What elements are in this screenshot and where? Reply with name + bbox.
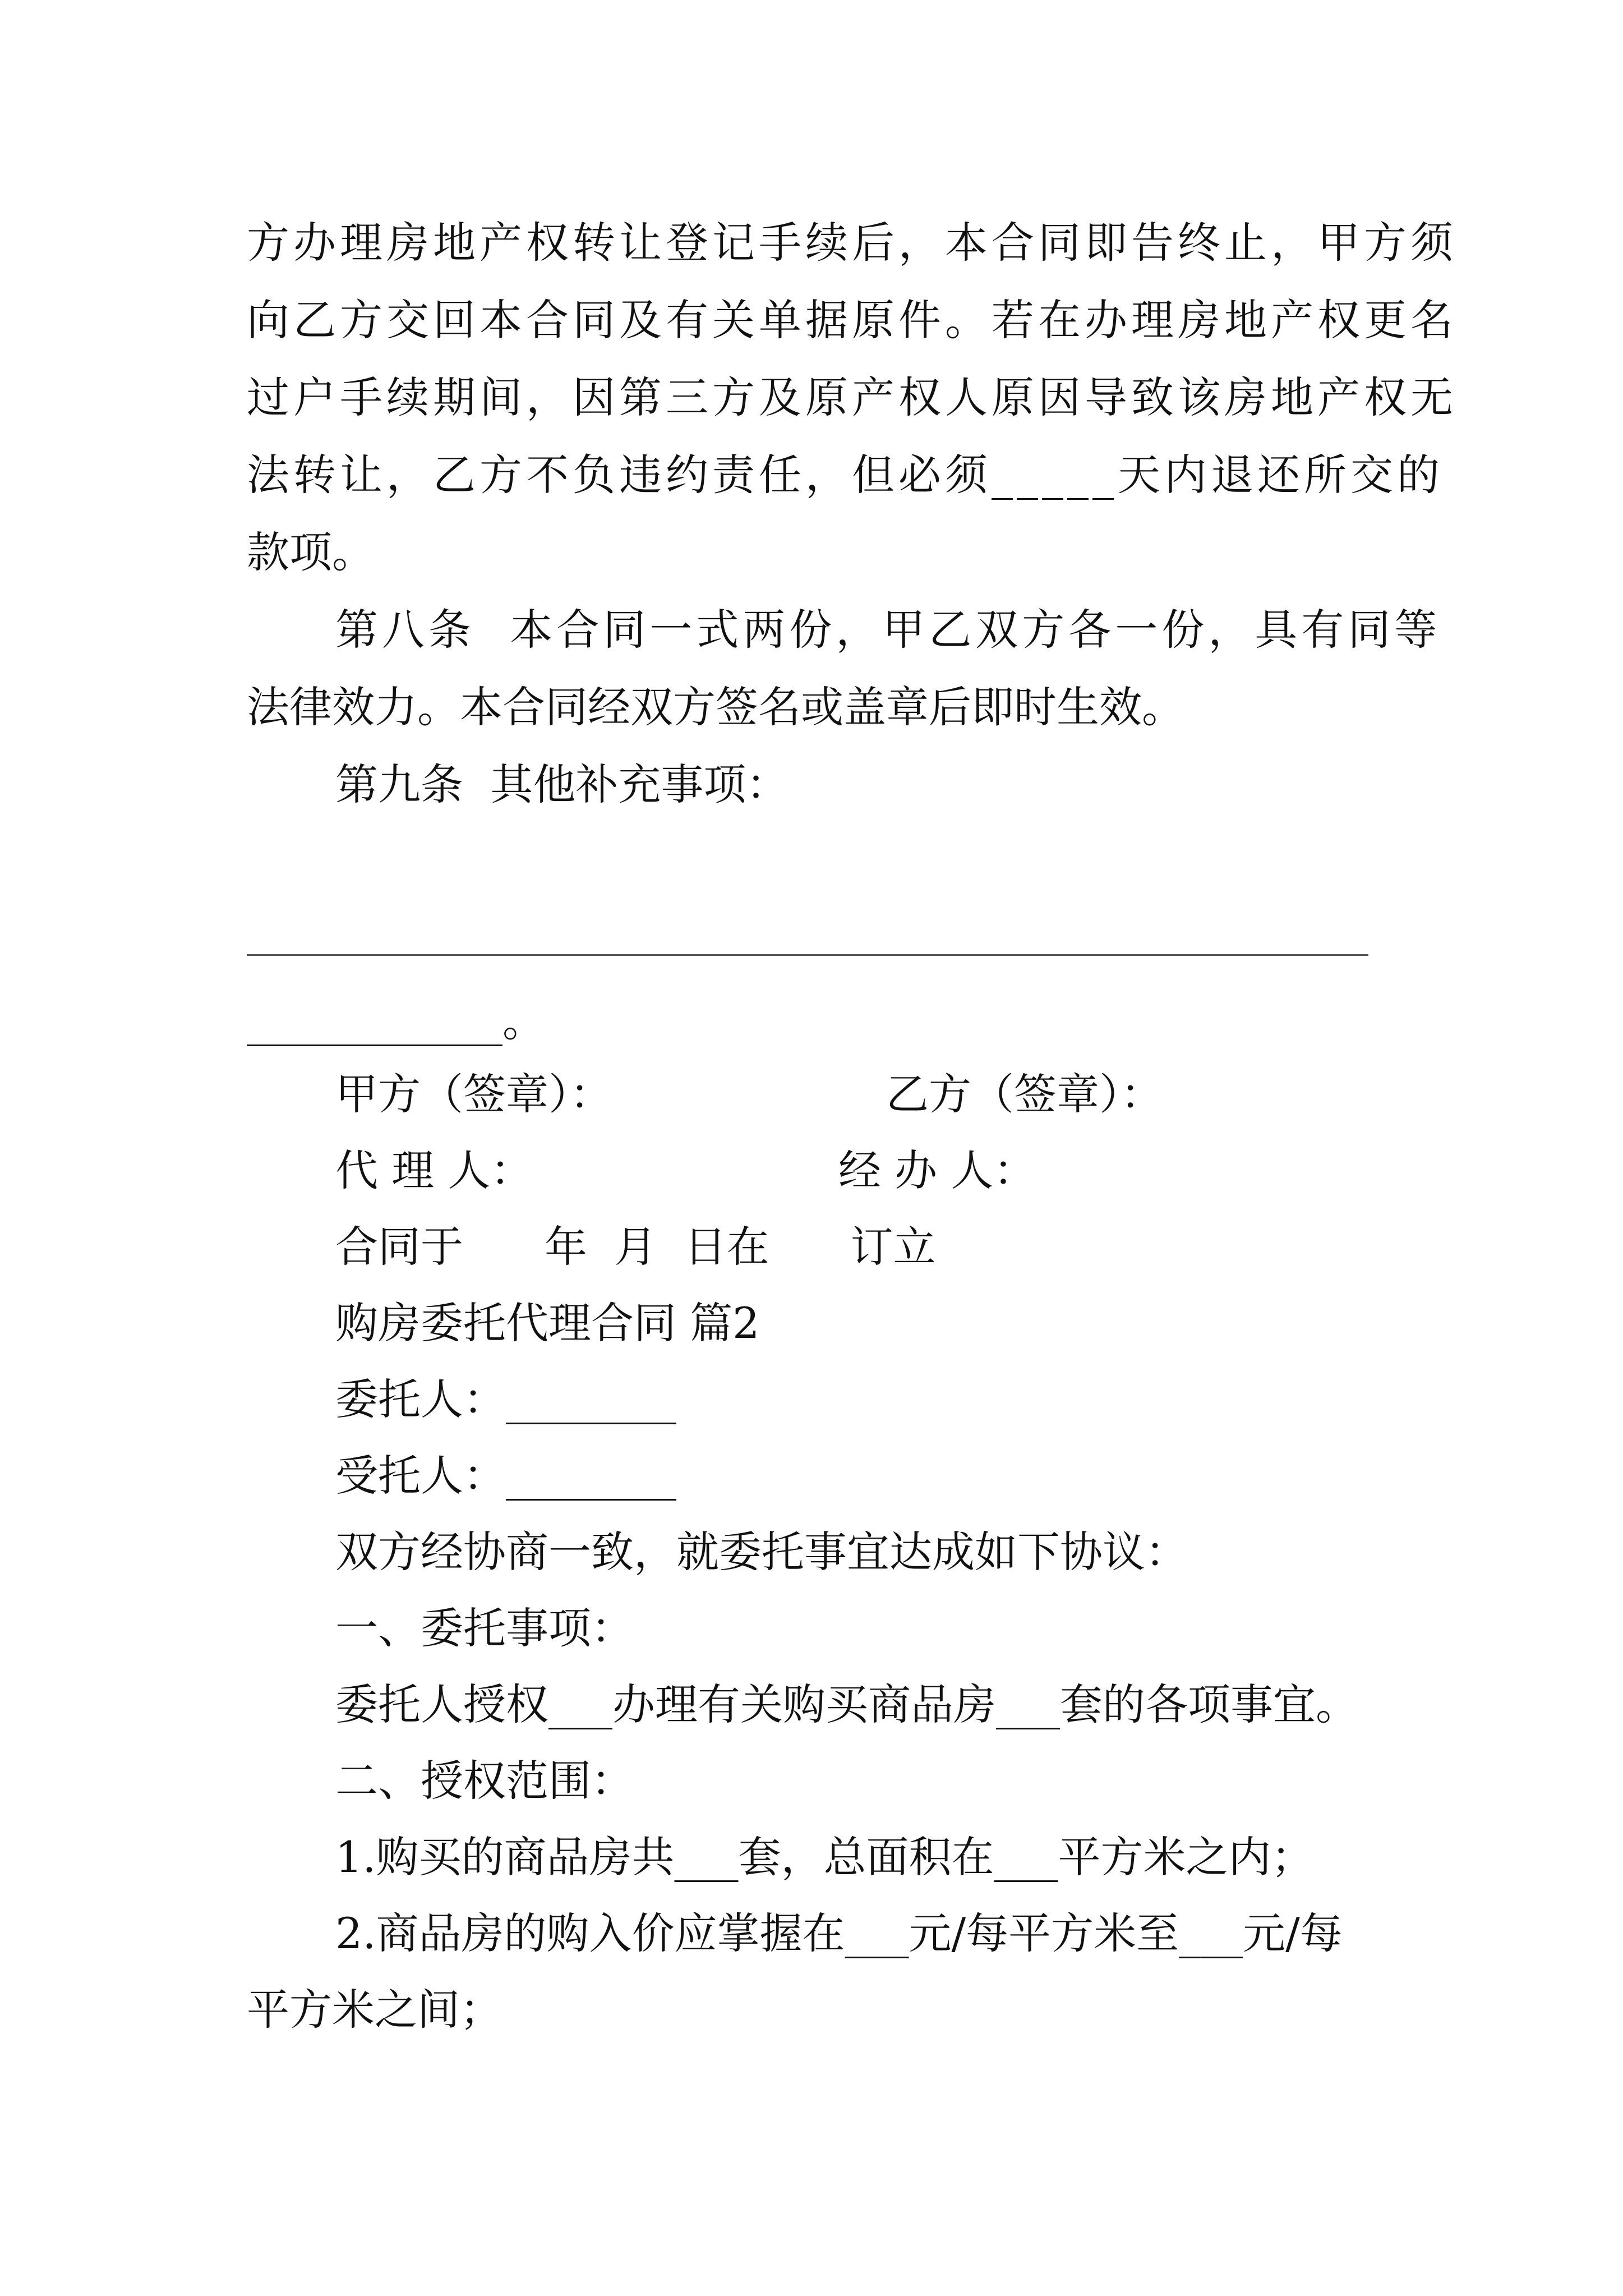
article-eight: 第八条 本合同一式两份，甲乙双方各一份，具有同等 [335, 605, 1441, 655]
agreement-intro: 双方经协商一致，就委托事宜达成如下协议： [335, 1527, 1188, 1577]
article-nine: 第九条 其他补充事项： [335, 760, 789, 809]
agent-b-label: 经 办 人： [838, 1145, 1036, 1195]
paragraph-line: 法转让，乙方不负违约责任，但必须_____天内退还所交的 [247, 450, 1444, 500]
list-item-continuation: 平方米之间； [247, 1985, 502, 2035]
agent-a-label: 代 理 人： [335, 1145, 533, 1195]
principal-field: 委托人：________ [335, 1374, 676, 1424]
party-a-signature: 甲方（签章）： [335, 1069, 612, 1119]
paragraph-line: 向乙方交回本合同及有关单据原件。若在办理房地产权更名 [247, 295, 1457, 345]
list-item: 1.购买的商品房共___套，总面积在___平方米之内； [335, 1832, 1314, 1882]
paragraph-line: 过户手续期间，因第三方及原产权人原因导致该房地产权无 [247, 372, 1457, 422]
blank-fill-end: ____________。 [247, 996, 545, 1046]
section-heading: 二、授权范围： [335, 1756, 634, 1806]
paragraph-line: 法律效力。本合同经双方签名或盖章后即时生效。 [247, 682, 1184, 732]
contract-title: 购房委托代理合同 篇2 [335, 1298, 760, 1348]
blank-fill-line [247, 954, 1368, 956]
signing-date-place: 合同于 年 月 日在 订立 [335, 1222, 936, 1272]
agent-field: 受托人：________ [335, 1451, 676, 1501]
party-b-signature: 乙方（签章）： [886, 1069, 1163, 1119]
paragraph-line: 款项。 [247, 527, 375, 577]
section-heading: 一、委托事项： [335, 1603, 634, 1653]
section-body: 委托人授权___办理有关购买商品房___套的各项事宜。 [335, 1680, 1358, 1729]
paragraph-line: 方办理房地产权转让登记手续后，本合同即告终止，甲方须 [247, 218, 1457, 268]
list-item: 2.商品房的购入价应掌握在___元/每平方米至___元/每 [335, 1908, 1343, 1958]
